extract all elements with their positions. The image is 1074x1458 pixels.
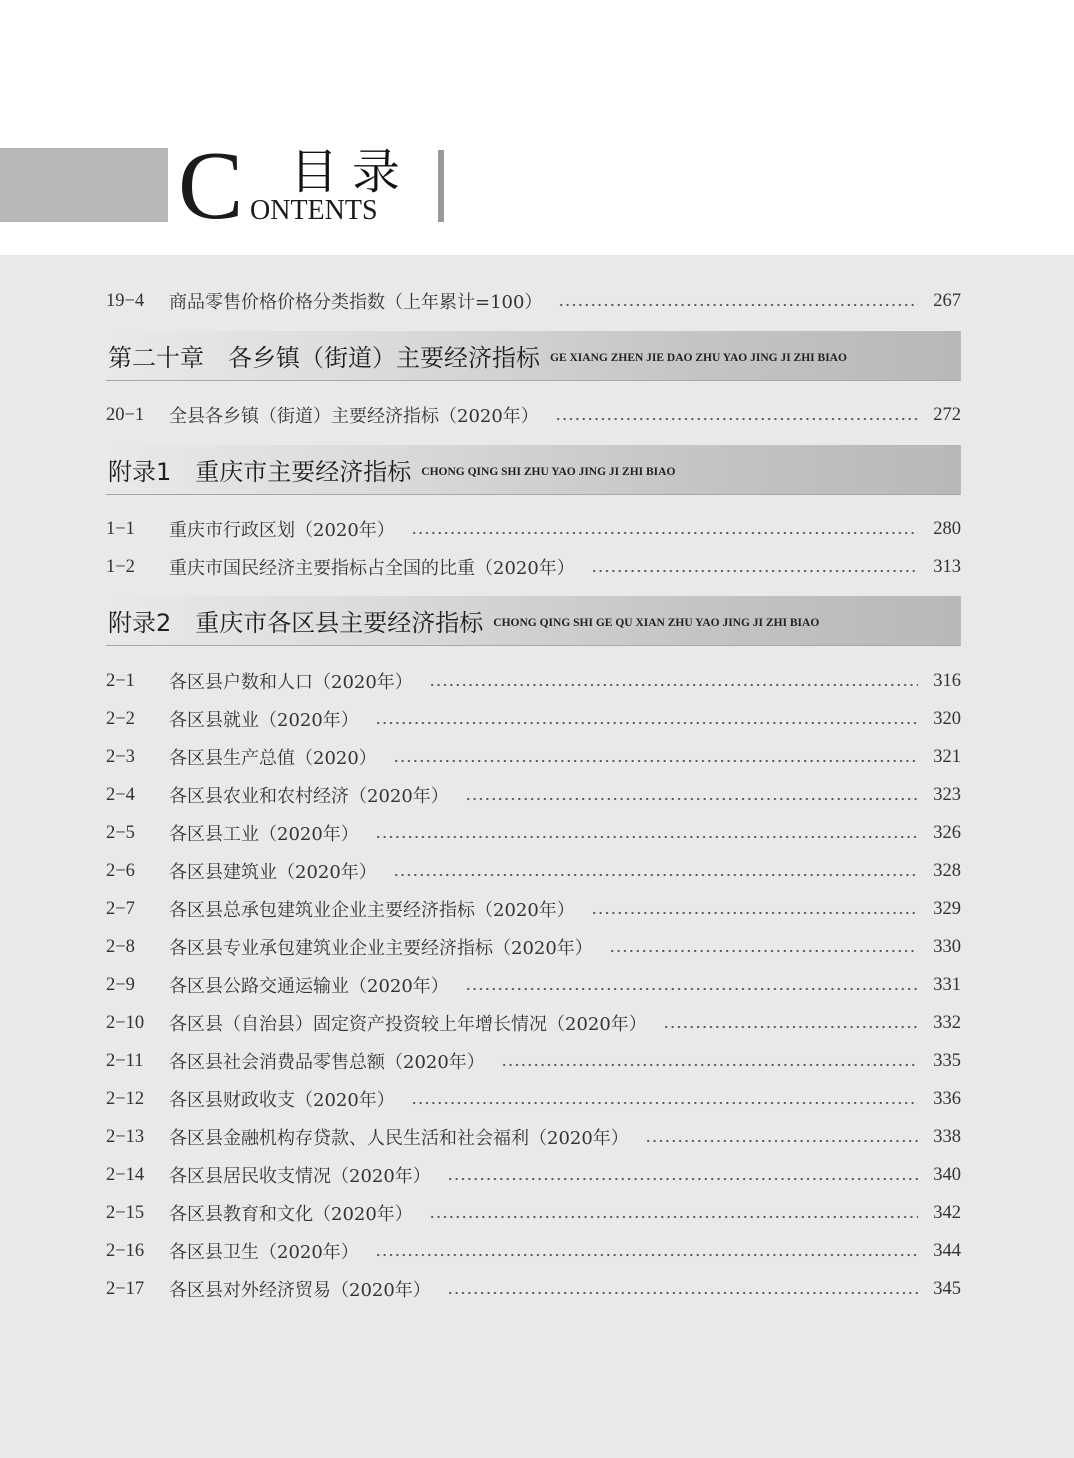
toc-entry-number: 2−9 [106,974,135,995]
toc-entry-title: 各区县生产总值（2020） [169,748,377,769]
contents-header [172,132,432,240]
toc-entry-number: 2−8 [106,936,135,957]
toc-leader-dots [411,531,918,535]
toc-leader-dots [558,303,918,307]
toc-leader-dots [411,1101,918,1105]
toc-leader-dots [447,1291,918,1295]
toc-entry-title: 各区县卫生（2020年） [169,1242,359,1263]
toc-entry-number: 2−11 [106,1050,144,1071]
toc-entry[interactable] [106,932,961,962]
toc-entry-page: 345 [933,1278,961,1299]
toc-leader-dots [375,721,918,725]
toc-leader-dots [555,417,918,421]
toc-entry-title: 各区县建筑业（2020年） [169,862,377,883]
chapter-header[interactable] [106,596,961,646]
toc-leader-dots [429,1215,918,1219]
toc-entry[interactable] [106,1046,961,1076]
toc-leader-dots [591,569,918,573]
toc-entry[interactable] [106,1084,961,1114]
toc-entry-number: 2−7 [106,898,135,919]
toc-entry[interactable] [106,666,961,696]
toc-entry-page: 316 [933,670,961,691]
toc-leader-dots [663,1025,918,1029]
toc-entry[interactable] [106,818,961,848]
toc-entry[interactable] [106,1008,961,1038]
toc-entry-title: 全县各乡镇（街道）主要经济指标（2020年） [169,406,539,427]
chapter-pinyin: CHONG QING SHI GE QU XIAN ZHU YAO JING JI ZHI BIAO [493,616,820,629]
contents-big-c: C [178,132,244,240]
contents-title-english: ONTENTS [250,195,378,226]
toc-leader-dots [501,1063,918,1067]
toc-leader-dots [375,1253,918,1257]
toc-entry[interactable] [106,1236,961,1266]
header-divider-bar [438,150,444,222]
toc-entry[interactable] [106,286,961,316]
toc-entry-page: 330 [933,936,961,957]
toc-entry-number: 2−13 [106,1126,145,1147]
toc-entry-page: 328 [933,860,961,881]
toc-entry-title: 各区县公路交通运输业（2020年） [169,976,449,997]
toc-entry-number: 2−2 [106,708,135,729]
chapter-title: 附录1 重庆市主要经济指标 [108,458,412,486]
toc-entry-number: 2−15 [106,1202,145,1223]
toc-leader-dots [591,911,918,915]
header-left-band [0,148,168,222]
toc-leader-dots [375,835,918,839]
toc-entry-number: 2−6 [106,860,135,881]
toc-entry-page: 335 [933,1050,961,1071]
toc-entry-page: 280 [933,518,961,539]
toc-entry[interactable] [106,970,961,1000]
chapter-header[interactable] [106,445,961,495]
chapter-header[interactable] [106,331,961,381]
toc-entry-title: 各区县专业承包建筑业企业主要经济指标（2020年） [169,938,593,959]
toc-entry-title: 各区县对外经济贸易（2020年） [169,1280,431,1301]
toc-entry[interactable] [106,1122,961,1152]
toc-entry-title: 各区县（自治县）固定资产投资较上年增长情况（2020年） [169,1014,647,1035]
toc-entry-page: 344 [933,1240,961,1261]
toc-entry-number: 2−5 [106,822,135,843]
toc-entry-title: 各区县就业（2020年） [169,710,359,731]
toc-entry-title: 重庆市行政区划（2020年） [169,520,395,541]
chapter-pinyin: CHONG QING SHI ZHU YAO JING JI ZHI BIAO [421,465,676,478]
toc-leader-dots [393,759,918,763]
toc-leader-dots [609,949,918,953]
toc-entry-page: 338 [933,1126,961,1147]
toc-entry[interactable] [106,552,961,582]
toc-leader-dots [429,683,918,687]
toc-entry-title: 商品零售价格价格分类指数（上年累计=100） [169,292,543,313]
toc-entry-title: 各区县财政收支（2020年） [169,1090,395,1111]
toc-entry-number: 19−4 [106,290,145,311]
toc-entry-title: 重庆市国民经济主要指标占全国的比重（2020年） [169,558,575,579]
toc-entry-number: 1−2 [106,556,135,577]
toc-entry-page: 326 [933,822,961,843]
toc-entry-page: 336 [933,1088,961,1109]
toc-entry-title: 各区县总承包建筑业企业主要经济指标（2020年） [169,900,575,921]
toc-entry-page: 267 [933,290,961,311]
toc-entry-title: 各区县居民收支情况（2020年） [169,1166,431,1187]
toc-entry-page: 313 [933,556,961,577]
toc-entry-number: 20−1 [106,404,145,425]
toc-entry[interactable] [106,1160,961,1190]
toc-entry[interactable] [106,894,961,924]
toc-entry[interactable] [106,514,961,544]
toc-entry-title: 各区县金融机构存贷款、人民生活和社会福利（2020年） [169,1128,629,1149]
toc-entry-page: 331 [933,974,961,995]
chapter-title: 第二十章 各乡镇（街道）主要经济指标 [108,344,540,372]
toc-entry-number: 2−3 [106,746,135,767]
toc-entry[interactable] [106,1198,961,1228]
toc-entry-title: 各区县社会消费品零售总额（2020年） [169,1052,485,1073]
toc-entry-page: 323 [933,784,961,805]
toc-entry-number: 2−4 [106,784,135,805]
toc-entry-title: 各区县教育和文化（2020年） [169,1204,413,1225]
toc-entry[interactable] [106,1274,961,1304]
toc-entry-page: 329 [933,898,961,919]
toc-entry-number: 2−17 [106,1278,145,1299]
toc-leader-dots [465,987,918,991]
toc-entry[interactable] [106,704,961,734]
toc-entry-page: 340 [933,1164,961,1185]
chapter-title: 附录2 重庆市各区县主要经济指标 [108,609,484,637]
chapter-pinyin: GE XIANG ZHEN JIE DAO ZHU YAO JING JI ZHI BIAO [550,351,847,364]
toc-entry-number: 1−1 [106,518,135,539]
toc-entry-number: 2−16 [106,1240,145,1261]
toc-entry-page: 320 [933,708,961,729]
toc-entry[interactable] [106,856,961,886]
toc-entry[interactable] [106,742,961,772]
toc-entry-page: 332 [933,1012,961,1033]
toc-entry-page: 272 [933,404,961,425]
toc-entry-number: 2−12 [106,1088,145,1109]
toc-leader-dots [447,1177,918,1181]
toc-leader-dots [465,797,918,801]
toc-entry-number: 2−10 [106,1012,145,1033]
toc-entry-title: 各区县农业和农村经济（2020年） [169,786,449,807]
toc-entry-number: 2−1 [106,670,135,691]
toc-leader-dots [645,1139,918,1143]
toc-entry[interactable] [106,400,961,430]
toc-entry-number: 2−14 [106,1164,145,1185]
contents-title-chinese: 目录 [290,144,415,200]
toc-entry-page: 321 [933,746,961,767]
toc-leader-dots [393,873,918,877]
toc-entry[interactable] [106,780,961,810]
toc-entry-page: 342 [933,1202,961,1223]
toc-entry-title: 各区县工业（2020年） [169,824,359,845]
toc-entry-title: 各区县户数和人口（2020年） [169,672,413,693]
